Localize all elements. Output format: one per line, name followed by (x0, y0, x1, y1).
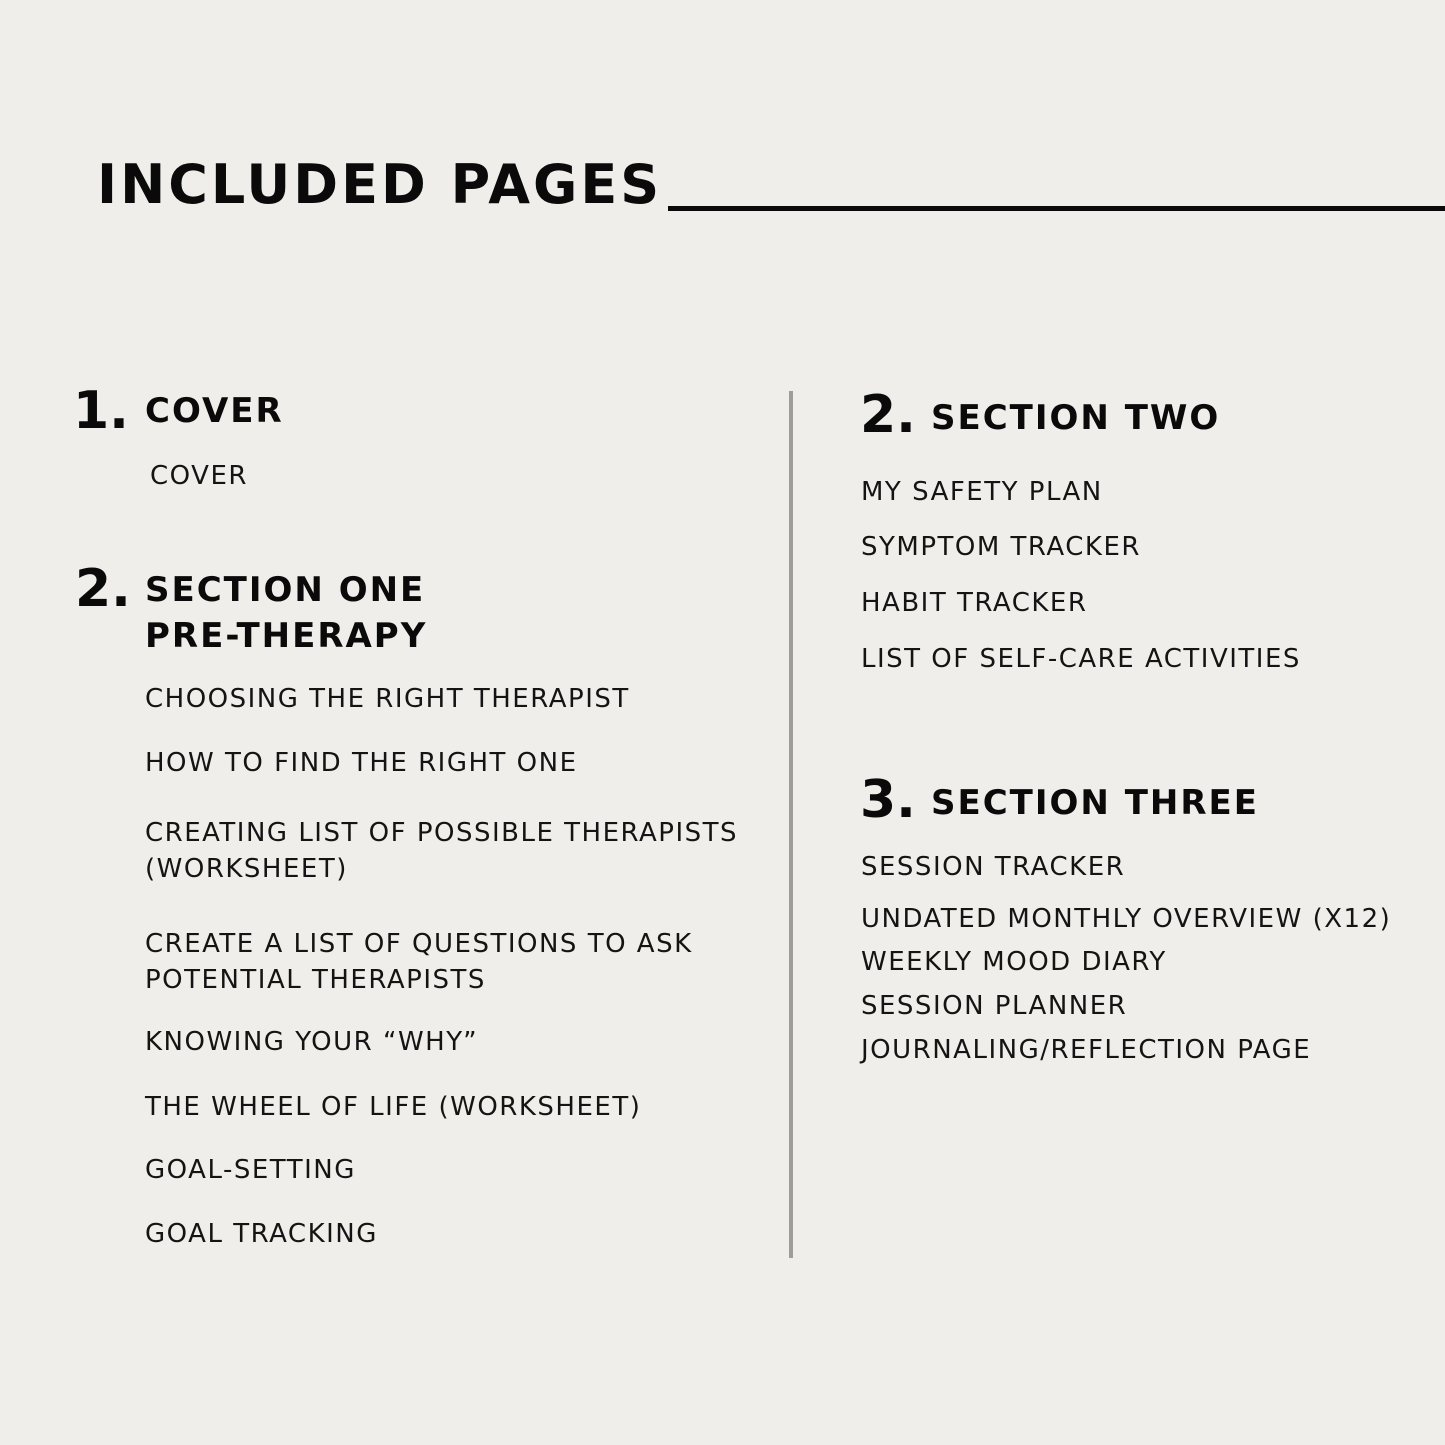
list-item: HOW TO FIND THE RIGHT ONE (145, 748, 578, 778)
list-item: (WORKSHEET) (145, 854, 348, 884)
section-heading: SECTION ONE (145, 570, 426, 610)
section-subheading: PRE-THERAPY (145, 616, 428, 656)
section-number: 1. (73, 381, 129, 441)
column-divider (789, 391, 793, 1258)
section-number: 2. (860, 385, 916, 445)
list-item: SESSION TRACKER (861, 852, 1126, 882)
list-item: HABIT TRACKER (861, 588, 1088, 618)
list-item: LIST OF SELF-CARE ACTIVITIES (861, 644, 1301, 674)
section-number: 3. (860, 770, 916, 830)
list-item: THE WHEEL OF LIFE (WORKSHEET) (145, 1092, 642, 1122)
list-item: SESSION PLANNER (861, 991, 1128, 1021)
list-item: GOAL-SETTING (145, 1155, 356, 1185)
list-item: GOAL TRACKING (145, 1219, 378, 1249)
list-item: WEEKLY MOOD DIARY (861, 947, 1167, 977)
list-item: CREATE A LIST OF QUESTIONS TO ASK (145, 929, 693, 959)
list-item: KNOWING YOUR “WHY” (145, 1027, 479, 1057)
section-number: 2. (75, 559, 131, 619)
list-item: UNDATED MONTHLY OVERVIEW (X12) (861, 904, 1392, 934)
list-item: MY SAFETY PLAN (861, 477, 1103, 507)
section-heading: SECTION THREE (931, 783, 1259, 823)
list-item: POTENTIAL THERAPISTS (145, 965, 486, 995)
list-item: CREATING LIST OF POSSIBLE THERAPISTS (145, 818, 739, 848)
list-item: SYMPTOM TRACKER (861, 532, 1141, 562)
list-item: COVER (150, 461, 248, 491)
section-heading: COVER (145, 391, 284, 431)
page-title: INCLUDED PAGES (97, 153, 663, 216)
list-item: CHOOSING THE RIGHT THERAPIST (145, 684, 630, 714)
list-item: JOURNALING/REFLECTION PAGE (861, 1035, 1312, 1065)
section-heading: SECTION TWO (931, 398, 1221, 438)
title-rule (668, 206, 1445, 211)
